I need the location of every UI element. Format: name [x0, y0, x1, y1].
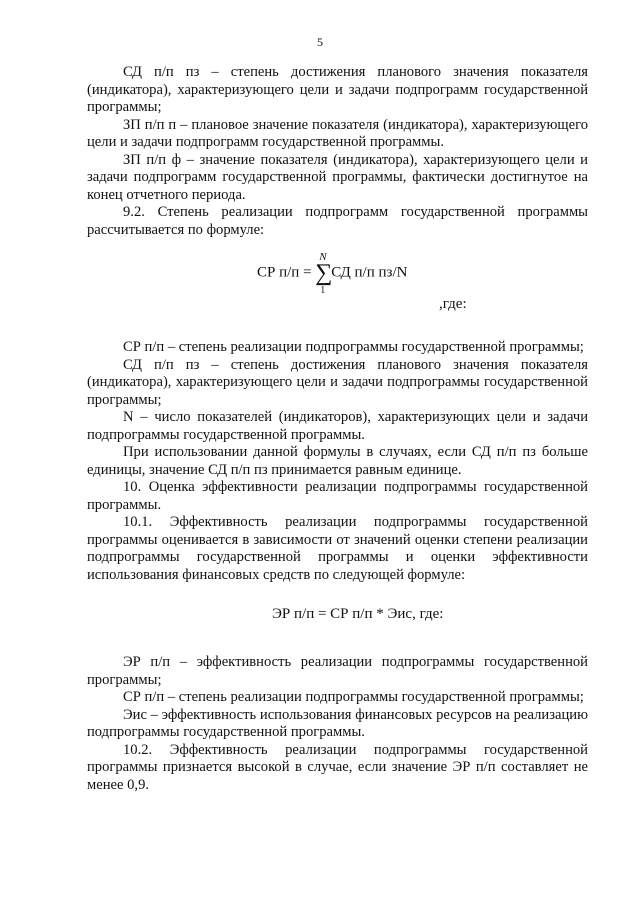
definition-sd-pp-pz: СД п/п пз – степень достижения планового значения показателя (индикатора), характеризующего цели и задачи подпрограмм государственной программы; [87, 64, 588, 115]
definition-zp-pp-f: ЗП п/п ф – значение показателя (индикатора), характеризующего цели и задачи подпрограмм государственной программы, фактически достигнутое на конец отчетного периода. [87, 151, 588, 203]
definition-n: N – число показателей (индикаторов), характеризующих цели и задачи подпрограммы государственной программы. [87, 409, 588, 443]
definition-sr-pp-2: СР п/п – степень реализации подпрограммы государственной программы; [123, 689, 584, 705]
formula-er-pp [87, 584, 588, 654]
formula-sr-pp [87, 239, 588, 339]
formula-rhs: СД п/п пз/N [331, 264, 408, 281]
definition-zp-pp-p: ЗП п/п п – плановое значение показателя (индикатора), характеризующего цели и задачи подпрограмм государственной программы. [87, 116, 588, 150]
formula-where: ,где: [439, 296, 467, 312]
formula-er-pp-expression: ЭР п/п = СР п/п * Эис, где: [272, 606, 444, 622]
formula-lhs: СР п/п = [257, 264, 316, 281]
definition-eis: Эис – эффективность использования финансовых ресурсов на реализацию подпрограммы государственной программы. [87, 706, 588, 740]
section-9-2: 9.2. Степень реализации подпрограмм государственной программы рассчитывается по формуле: [87, 204, 588, 238]
sum-operator [315, 251, 333, 296]
definition-er-pp: ЭР п/п – эффективность реализации подпрограммы государственной программы; [87, 654, 588, 688]
section-10-heading: 10. Оценка эффективности реализации подпрограммы государственной программы. [87, 479, 588, 513]
section-10-1: 10.1. Эффективность реализации подпрограммы государственной программы оценивается в зависимости от значений оценки степени реализации подпрограммы государственной программы и оценки эффективности использования финансовых средств по следующей формуле: [87, 514, 588, 583]
definition-sd-pp-pz-2: СД п/п пз – степень достижения планового значения показателя (индикатора), характеризующего цели и задачи подпрограммы государственной программы; [87, 356, 588, 408]
note-sd-max: При использовании данной формулы в случаях, если СД п/п пз больше единицы, значение СД п/п пз принимается равным единице. [87, 444, 588, 478]
page-number: 5 [317, 35, 323, 49]
formula-sr-pp-expression [257, 251, 408, 296]
definition-sr-pp: СР п/п – степень реализации подпрограммы государственной программы; [123, 339, 584, 355]
sum-symbol: ∑ [315, 260, 333, 286]
document-body [87, 64, 588, 794]
sum-lower-limit: 1 [320, 285, 326, 296]
sum-upper-limit: N [319, 251, 327, 263]
section-10-2: 10.2. Эффективность реализации подпрограммы государственной программы признается высокой в случае, если значение ЭР п/п составляет не менее 0,9. [87, 741, 588, 793]
